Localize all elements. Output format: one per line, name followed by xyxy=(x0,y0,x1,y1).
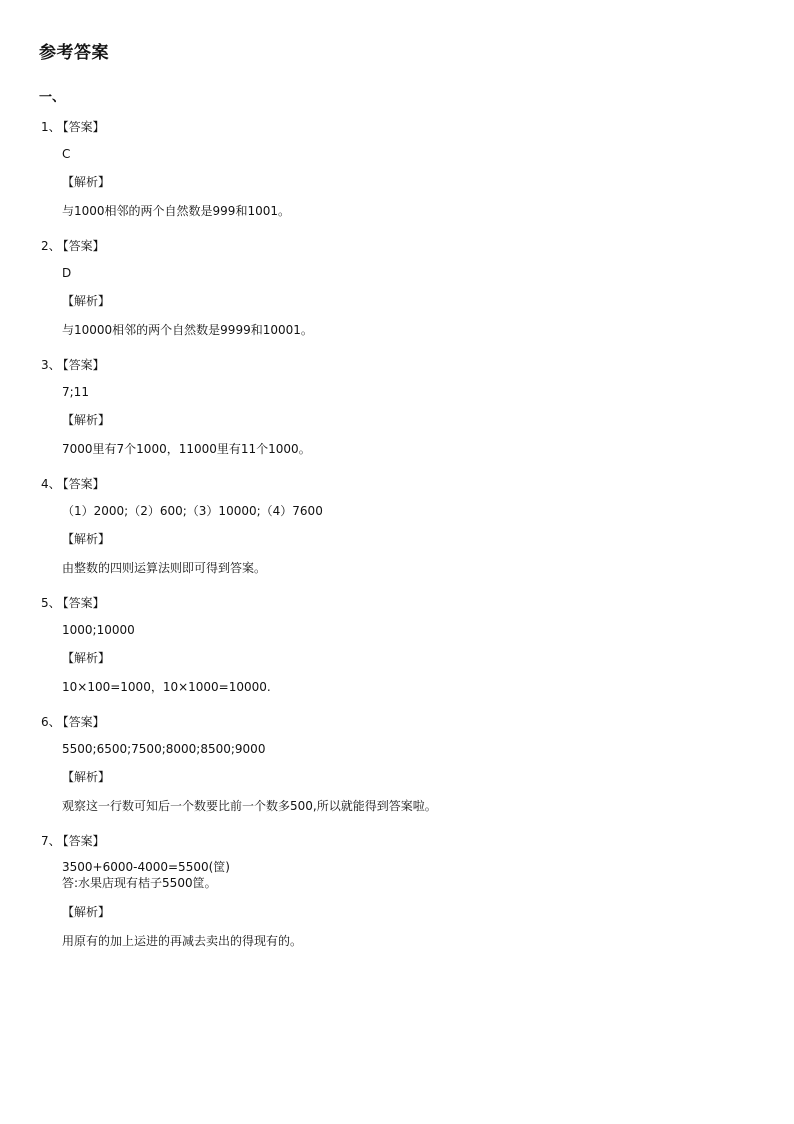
item-number: 7、 xyxy=(41,834,61,848)
analysis-text: 用原有的加上运进的再减去卖出的得现有的。 xyxy=(62,934,303,948)
analysis-label: 【解析】 xyxy=(62,532,111,546)
analysis-label: 【解析】 xyxy=(62,905,111,919)
answer-label: 【答案】 xyxy=(62,834,105,848)
item-header xyxy=(41,713,105,730)
analysis-label: 【解析】 xyxy=(62,413,111,427)
analysis-text: 由整数的四则运算法则即可得到答案。 xyxy=(62,561,267,575)
item-header xyxy=(41,356,105,373)
analysis-text: 与1000相邻的两个自然数是999和1001。 xyxy=(62,204,290,218)
item-number: 5、 xyxy=(41,596,61,610)
item-number: 1、 xyxy=(41,120,61,134)
item-number: 4、 xyxy=(41,477,61,491)
item-header xyxy=(41,237,105,254)
analysis-text: 10×100=1000，10×1000=10000. xyxy=(62,680,271,694)
answer-text-line-1: 3500+6000-4000=5500(筐) xyxy=(62,860,230,874)
answer-label: 【答案】 xyxy=(62,358,105,372)
answer-label: 【答案】 xyxy=(62,477,105,491)
item-header xyxy=(41,118,105,135)
section-heading: 一、 xyxy=(39,90,66,105)
answer-text: 5500;6500;7500;8000;8500;9000 xyxy=(62,742,266,756)
answer-text: （1）2000;（2）600;（3）10000;（4）7600 xyxy=(62,504,323,518)
item-header xyxy=(41,832,105,849)
item-number: 6、 xyxy=(41,715,61,729)
analysis-label: 【解析】 xyxy=(62,294,111,308)
analysis-label: 【解析】 xyxy=(62,175,111,189)
answer-label: 【答案】 xyxy=(62,239,105,253)
page-title: 参考答案 xyxy=(39,43,109,63)
answer-label: 【答案】 xyxy=(62,120,105,134)
item-header xyxy=(41,594,105,611)
analysis-label: 【解析】 xyxy=(62,651,111,665)
analysis-text: 与10000相邻的两个自然数是9999和10001。 xyxy=(62,323,313,337)
answer-label: 【答案】 xyxy=(62,596,105,610)
answer-text: 1000;10000 xyxy=(62,623,135,637)
analysis-text: 观察这一行数可知后一个数要比前一个数多500,所以就能得到答案啦。 xyxy=(62,799,437,813)
answer-text-line-2: 答:水果店现有桔子5500筐。 xyxy=(62,876,217,890)
item-number: 3、 xyxy=(41,358,61,372)
answer-text: C xyxy=(62,147,71,161)
item-number: 2、 xyxy=(41,239,61,253)
analysis-text: 7000里有7个1000，11000里有11个1000。 xyxy=(62,442,311,456)
answer-text: D xyxy=(62,266,72,280)
answer-label: 【答案】 xyxy=(62,715,105,729)
analysis-label: 【解析】 xyxy=(62,770,111,784)
answer-text: 7;11 xyxy=(62,385,89,399)
item-header xyxy=(41,475,105,492)
